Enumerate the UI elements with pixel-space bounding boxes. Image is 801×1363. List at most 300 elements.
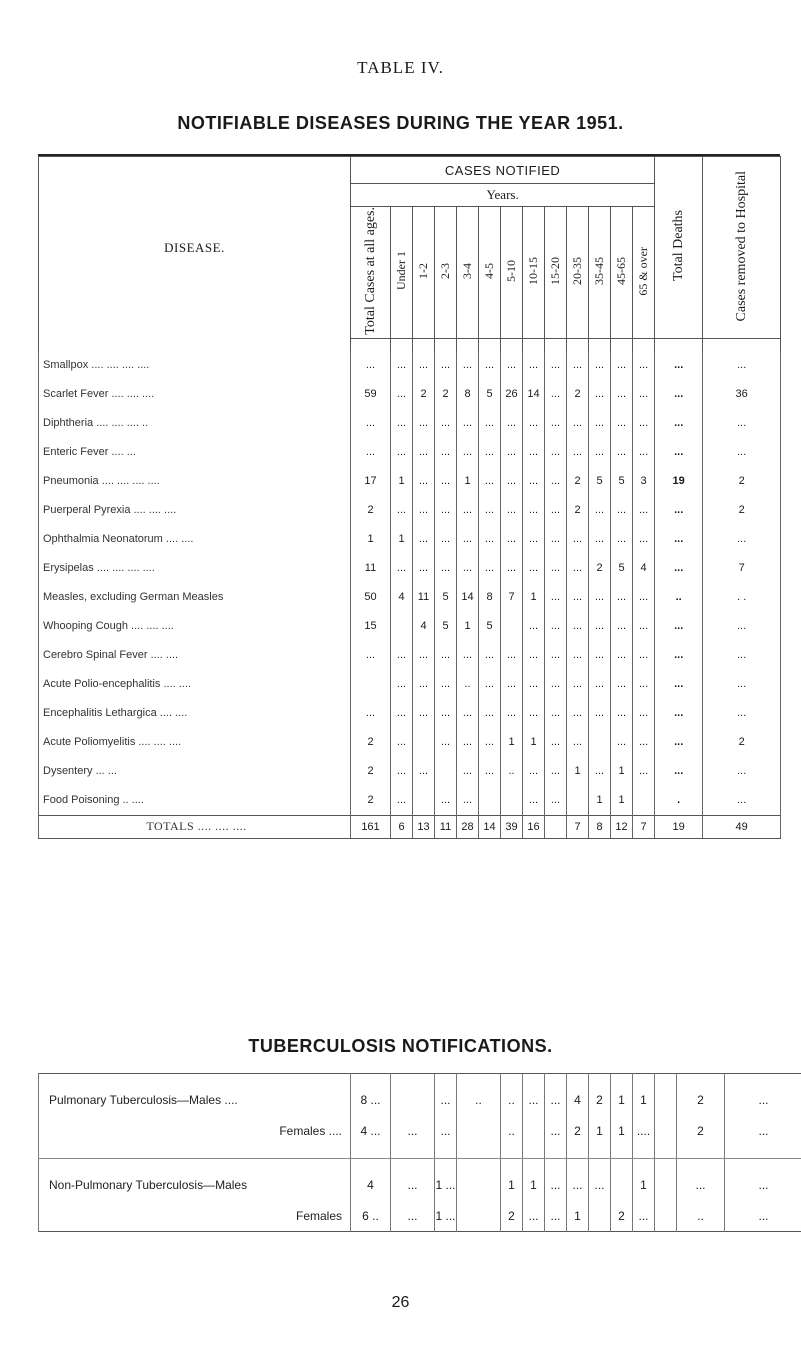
- age-cell: ...: [611, 496, 633, 525]
- age-cell: 4: [391, 583, 413, 612]
- age-cell: ...: [589, 351, 611, 380]
- separator-cell: [523, 1159, 545, 1170]
- age-cell: 1: [391, 467, 413, 496]
- gap-cell: [457, 338, 479, 351]
- age-cell: ...: [391, 641, 413, 670]
- age-cell: ...: [633, 757, 655, 786]
- removed-cell: ...: [703, 699, 781, 728]
- age-cell: ...: [435, 409, 457, 438]
- age-cell: ...: [457, 409, 479, 438]
- age-cell: ...: [567, 612, 589, 641]
- age-cell: ...: [567, 409, 589, 438]
- age-cell: ..: [457, 670, 479, 699]
- age-cell: ...: [523, 641, 545, 670]
- age-cell: ...: [479, 525, 501, 554]
- gap-cell: [703, 338, 781, 351]
- separator-cell: [633, 1074, 655, 1085]
- table-row: [39, 786, 781, 816]
- age-cell: ...: [523, 554, 545, 583]
- age-cell: [391, 612, 413, 641]
- table-row: [39, 670, 781, 699]
- disease-name: Puerperal Pyrexia .... .... ....: [39, 496, 351, 525]
- removed-cell: ...: [703, 757, 781, 786]
- disease-name: Smallpox .... .... .... ....: [39, 351, 351, 380]
- age-cell: 14: [479, 815, 501, 838]
- deaths-cell: .: [655, 786, 703, 816]
- age-cell: ...: [589, 409, 611, 438]
- age-cell: ...: [611, 409, 633, 438]
- separator-cell: [351, 1074, 391, 1085]
- age-cell: [457, 1169, 501, 1200]
- age-cell: 2: [567, 1115, 589, 1146]
- removed-cell: ...: [703, 525, 781, 554]
- age-cell: ...: [545, 641, 567, 670]
- deaths-cell: ...: [655, 641, 703, 670]
- age-cell: 1: [501, 728, 523, 757]
- age-cell: ...: [611, 728, 633, 757]
- age-cell: 13: [413, 815, 435, 838]
- separator-cell: [391, 1074, 435, 1085]
- age-cell: ...: [479, 641, 501, 670]
- years-header: Years.: [351, 184, 655, 207]
- age-cell: ...: [479, 409, 501, 438]
- page-title: NOTIFIABLE DISEASES DURING THE YEAR 1951.: [177, 113, 624, 133]
- age-cell: ...: [545, 1084, 567, 1115]
- table-row: [39, 1084, 801, 1115]
- gap-cell: [611, 338, 633, 351]
- age-cell: ...: [545, 554, 567, 583]
- deaths-cell: ...: [655, 699, 703, 728]
- age-cell: 2: [567, 380, 589, 409]
- separator-cell: [435, 1146, 457, 1159]
- age-cell: ...: [501, 409, 523, 438]
- age-cell: ...: [391, 409, 413, 438]
- age-cell: 1: [523, 583, 545, 612]
- age-cell: ...: [545, 1115, 567, 1146]
- age-cell: ...: [391, 670, 413, 699]
- age-cell: 1: [567, 757, 589, 786]
- total-cases-cell: [351, 670, 391, 699]
- age-cell: ...: [545, 1200, 567, 1232]
- age-cell: ...: [457, 496, 479, 525]
- age-cell: ...: [633, 1200, 655, 1232]
- disease-name: Cerebro Spinal Fever .... ....: [39, 641, 351, 670]
- age-cell: ...: [501, 670, 523, 699]
- age-cell: 14: [457, 583, 479, 612]
- gap-cell: [413, 338, 435, 351]
- age-cell: ...: [523, 612, 545, 641]
- age-cell: [457, 1115, 501, 1146]
- age-cell: ...: [545, 757, 567, 786]
- total-deaths-header: Total Deaths: [655, 157, 703, 339]
- separator-row: [39, 1146, 801, 1159]
- disease-name: Erysipelas .... .... .... ....: [39, 554, 351, 583]
- age-cell: ...: [457, 351, 479, 380]
- separator-cell: [39, 1074, 351, 1085]
- separator-cell: [545, 1146, 567, 1159]
- disease-name: Dysentery ... ...: [39, 757, 351, 786]
- age-cell: 2: [567, 467, 589, 496]
- age-cell: [479, 786, 501, 816]
- age-cell: ..: [501, 1115, 523, 1146]
- separator-cell: [567, 1074, 589, 1085]
- tuberculosis-title: TUBERCULOSIS NOTIFICATIONS.: [248, 1036, 553, 1056]
- removed-cell: ...: [703, 409, 781, 438]
- table-row: [39, 438, 781, 467]
- age-cell: [413, 728, 435, 757]
- age-cell: ...: [457, 786, 479, 816]
- age-cell: ...: [501, 438, 523, 467]
- age-cell: ...: [479, 757, 501, 786]
- gap-cell: [655, 338, 703, 351]
- age-cell: ...: [523, 525, 545, 554]
- age-cell: ...: [501, 496, 523, 525]
- deaths-cell: ...: [677, 1169, 725, 1200]
- separator-cell: [611, 1146, 633, 1159]
- separator-cell: [391, 1146, 435, 1159]
- age-cell: ...: [611, 641, 633, 670]
- deaths-cell: 2: [677, 1115, 725, 1146]
- age-cell: 5: [435, 583, 457, 612]
- age-cell: ...: [413, 525, 435, 554]
- age-cell: 8: [457, 380, 479, 409]
- gap-cell: [39, 338, 351, 351]
- age-cell: [457, 1200, 501, 1232]
- age-cell: ...: [413, 438, 435, 467]
- tb-label: Females ....: [39, 1115, 351, 1146]
- separator-cell: [39, 1146, 351, 1159]
- gap-cell: [501, 338, 523, 351]
- age-cell: ...: [479, 699, 501, 728]
- separator-cell: [523, 1074, 545, 1085]
- age-cell: ...: [501, 467, 523, 496]
- age-cell: ...: [435, 467, 457, 496]
- age-cell: ...: [523, 351, 545, 380]
- disease-name: Diphtheria .... .... .... ..: [39, 409, 351, 438]
- age-cell: 1: [523, 1169, 545, 1200]
- header-gap: [39, 338, 781, 351]
- age-cell: ...: [479, 351, 501, 380]
- total-cases-cell: 59: [351, 380, 391, 409]
- age-cell: ...: [545, 612, 567, 641]
- separator-cell: [523, 1146, 545, 1159]
- deaths-cell: ...: [655, 525, 703, 554]
- age-header: 35-45: [589, 207, 611, 339]
- age-cell: ...: [589, 525, 611, 554]
- age-cell: ...: [633, 351, 655, 380]
- removed-cell: ...: [703, 641, 781, 670]
- age-cell: ..: [501, 1084, 523, 1115]
- age-cell: 11: [413, 583, 435, 612]
- age-cell: 2: [501, 1200, 523, 1232]
- age-cell: 2: [567, 496, 589, 525]
- age-header: 2-3: [435, 207, 457, 339]
- age-cell: 4: [567, 1084, 589, 1115]
- total-cases-cell: 50: [351, 583, 391, 612]
- removed-cell: ...: [725, 1200, 801, 1232]
- age-cell: ...: [457, 757, 479, 786]
- age-cell: 3: [633, 467, 655, 496]
- age-cell: [435, 757, 457, 786]
- age-cell: ...: [457, 554, 479, 583]
- deaths-cell: ..: [677, 1200, 725, 1232]
- age-cell: ...: [523, 670, 545, 699]
- age-cell: ...: [391, 496, 413, 525]
- age-header: Under 1: [391, 207, 413, 339]
- age-cell: ...: [413, 351, 435, 380]
- separator-cell: [611, 1159, 633, 1170]
- disease-name: Scarlet Fever .... .... ....: [39, 380, 351, 409]
- age-cell: ...: [413, 554, 435, 583]
- age-header: 10-15: [523, 207, 545, 339]
- removed-cell: ...: [703, 612, 781, 641]
- age-cell: ...: [523, 1084, 545, 1115]
- separator-cell: [589, 1146, 611, 1159]
- total-cases-cell: 17: [351, 467, 391, 496]
- age-cell: ...: [567, 525, 589, 554]
- age-cell: [589, 728, 611, 757]
- age-cell: ..: [457, 1084, 501, 1115]
- total-cases-cell: ...: [351, 409, 391, 438]
- notifiable-diseases-table: [38, 156, 781, 839]
- age-cell: [545, 815, 567, 838]
- total-cases-cell: 2: [351, 496, 391, 525]
- age-header: 65 & over: [633, 207, 655, 339]
- age-cell: ...: [479, 496, 501, 525]
- age-cell: 1: [611, 1084, 633, 1115]
- gap-cell: [523, 338, 545, 351]
- age-cell: 7: [567, 815, 589, 838]
- age-cell: ...: [545, 467, 567, 496]
- separator-cell: [351, 1146, 391, 1159]
- age-cell: ...: [435, 699, 457, 728]
- total-cases-cell: ...: [351, 641, 391, 670]
- age-cell: ...: [457, 525, 479, 554]
- removed-cell: ...: [703, 351, 781, 380]
- age-cell: ...: [435, 641, 457, 670]
- separator-cell: [351, 1159, 391, 1170]
- age-cell: 11: [435, 815, 457, 838]
- separator-cell: [501, 1146, 523, 1159]
- age-cell: ...: [391, 351, 413, 380]
- separator-cell: [589, 1159, 611, 1170]
- removed-cell: 36: [703, 380, 781, 409]
- disease-name: Measles, excluding German Measles: [39, 583, 351, 612]
- age-cell: [655, 1200, 677, 1232]
- removed-cell: ...: [725, 1115, 801, 1146]
- age-cell: ...: [435, 1115, 457, 1146]
- age-cell: 7: [633, 815, 655, 838]
- table-row: [39, 1169, 801, 1200]
- age-cell: ...: [611, 670, 633, 699]
- cases-removed-header: Cases removed to Hospital: [703, 157, 781, 339]
- age-cell: ...: [633, 409, 655, 438]
- age-cell: ...: [501, 699, 523, 728]
- table-row: [39, 1200, 801, 1232]
- age-cell: [611, 1169, 633, 1200]
- age-cell: ...: [413, 757, 435, 786]
- total-cases-cell: 8 ...: [351, 1084, 391, 1115]
- age-cell: 1: [611, 757, 633, 786]
- disease-name: Ophthalmia Neonatorum .... ....: [39, 525, 351, 554]
- table-row: [39, 1115, 801, 1146]
- total-cases-cell: 2: [351, 728, 391, 757]
- deaths-cell: ..: [655, 583, 703, 612]
- table-row: [39, 380, 781, 409]
- age-cell: ...: [479, 554, 501, 583]
- age-cell: 1: [589, 1115, 611, 1146]
- separator-cell: [545, 1159, 567, 1170]
- age-cell: ...: [391, 554, 413, 583]
- age-cell: [589, 1200, 611, 1232]
- table-row: [39, 699, 781, 728]
- age-cell: 1 ...: [435, 1200, 457, 1232]
- deaths-cell: ...: [655, 757, 703, 786]
- totals-label: TOTALS .... .... ....: [39, 815, 351, 838]
- age-cell: ...: [545, 525, 567, 554]
- disease-name: Food Poisoning .. ....: [39, 786, 351, 816]
- removed-cell: ...: [703, 670, 781, 699]
- removed-cell: 2: [703, 467, 781, 496]
- age-cell: 6: [391, 815, 413, 838]
- age-cell: ...: [589, 699, 611, 728]
- age-cell: ...: [479, 670, 501, 699]
- age-cell: ...: [501, 641, 523, 670]
- table-row: [39, 409, 781, 438]
- age-cell: ...: [435, 786, 457, 816]
- age-cell: ...: [457, 699, 479, 728]
- deaths-cell: ...: [655, 554, 703, 583]
- removed-cell: ...: [703, 786, 781, 816]
- age-cell: 1: [523, 728, 545, 757]
- deaths-cell: ...: [655, 612, 703, 641]
- table-row: [39, 641, 781, 670]
- age-cell: ...: [567, 351, 589, 380]
- gap-cell: [435, 338, 457, 351]
- age-cell: ...: [545, 583, 567, 612]
- age-cell: ...: [545, 699, 567, 728]
- age-cell: ...: [391, 438, 413, 467]
- age-cell: ...: [567, 1169, 589, 1200]
- age-cell: ...: [457, 438, 479, 467]
- separator-cell: [457, 1159, 501, 1170]
- total-cases-cell: 1: [351, 525, 391, 554]
- age-cell: ...: [413, 699, 435, 728]
- age-cell: ...: [633, 438, 655, 467]
- disease-header: DISEASE.: [39, 157, 351, 339]
- gap-cell: [479, 338, 501, 351]
- separator-cell: [501, 1159, 523, 1170]
- age-cell: 5: [589, 467, 611, 496]
- age-cell: ...: [633, 728, 655, 757]
- separator-cell: [633, 1146, 655, 1159]
- age-cell: 1: [589, 786, 611, 816]
- age-cell: ...: [611, 699, 633, 728]
- age-cell: ...: [457, 728, 479, 757]
- age-cell: 2: [413, 380, 435, 409]
- age-cell: ...: [413, 641, 435, 670]
- total-cases-cell: 15: [351, 612, 391, 641]
- age-cell: ...: [589, 757, 611, 786]
- table-row: [39, 554, 781, 583]
- separator-row: [39, 1074, 801, 1085]
- age-header: 3-4: [457, 207, 479, 339]
- separator-cell: [611, 1074, 633, 1085]
- separator-cell: [725, 1159, 801, 1170]
- separator-cell: [655, 1074, 677, 1085]
- age-header: 20-35: [567, 207, 589, 339]
- disease-name: Acute Polio-encephalitis .... ....: [39, 670, 351, 699]
- table-row: [39, 351, 781, 380]
- deaths-cell: ...: [655, 380, 703, 409]
- age-cell: ...: [479, 438, 501, 467]
- age-cell: ...: [567, 583, 589, 612]
- age-cell: ...: [435, 525, 457, 554]
- age-cell: ...: [413, 467, 435, 496]
- age-cell: 7: [501, 583, 523, 612]
- age-cell: ...: [611, 351, 633, 380]
- removed-cell: 2: [703, 496, 781, 525]
- age-cell: ...: [523, 438, 545, 467]
- age-cell: ..: [501, 757, 523, 786]
- tb-label: Females: [39, 1200, 351, 1232]
- age-cell: ...: [435, 554, 457, 583]
- age-cell: 5: [611, 554, 633, 583]
- age-cell: 8: [589, 815, 611, 838]
- age-cell: ...: [501, 554, 523, 583]
- deaths-cell: ...: [655, 670, 703, 699]
- age-cell: ...: [435, 351, 457, 380]
- age-cell: ...: [523, 699, 545, 728]
- separator-cell: [677, 1159, 725, 1170]
- age-cell: ...: [567, 670, 589, 699]
- table-row: [39, 583, 781, 612]
- age-cell: ...: [545, 438, 567, 467]
- age-cell: ...: [589, 380, 611, 409]
- age-cell: [391, 1084, 435, 1115]
- removed-cell: . .: [703, 583, 781, 612]
- age-cell: ...: [545, 409, 567, 438]
- age-cell: ...: [633, 612, 655, 641]
- table-row: [39, 467, 781, 496]
- age-cell: ...: [435, 438, 457, 467]
- age-cell: 1 ...: [435, 1169, 457, 1200]
- disease-name: Enteric Fever .... ...: [39, 438, 351, 467]
- table-row: [39, 496, 781, 525]
- gap-cell: [391, 338, 413, 351]
- age-cell: ...: [567, 554, 589, 583]
- separator-cell: [501, 1074, 523, 1085]
- age-cell: ...: [523, 467, 545, 496]
- age-cell: 14: [523, 380, 545, 409]
- separator-cell: [39, 1159, 351, 1170]
- removed-cell: 49: [703, 815, 781, 838]
- age-header: 5-10: [501, 207, 523, 339]
- age-cell: 1: [611, 786, 633, 816]
- table-row: [39, 757, 781, 786]
- removed-cell: 2: [703, 728, 781, 757]
- age-cell: [655, 1169, 677, 1200]
- separator-cell: [677, 1074, 725, 1085]
- age-cell: ...: [611, 583, 633, 612]
- age-cell: ...: [611, 612, 633, 641]
- age-cell: ....: [633, 1115, 655, 1146]
- separator-cell: [435, 1159, 457, 1170]
- age-header: 1-2: [413, 207, 435, 339]
- age-cell: ...: [545, 351, 567, 380]
- separator-cell: [589, 1074, 611, 1085]
- deaths-cell: ...: [655, 728, 703, 757]
